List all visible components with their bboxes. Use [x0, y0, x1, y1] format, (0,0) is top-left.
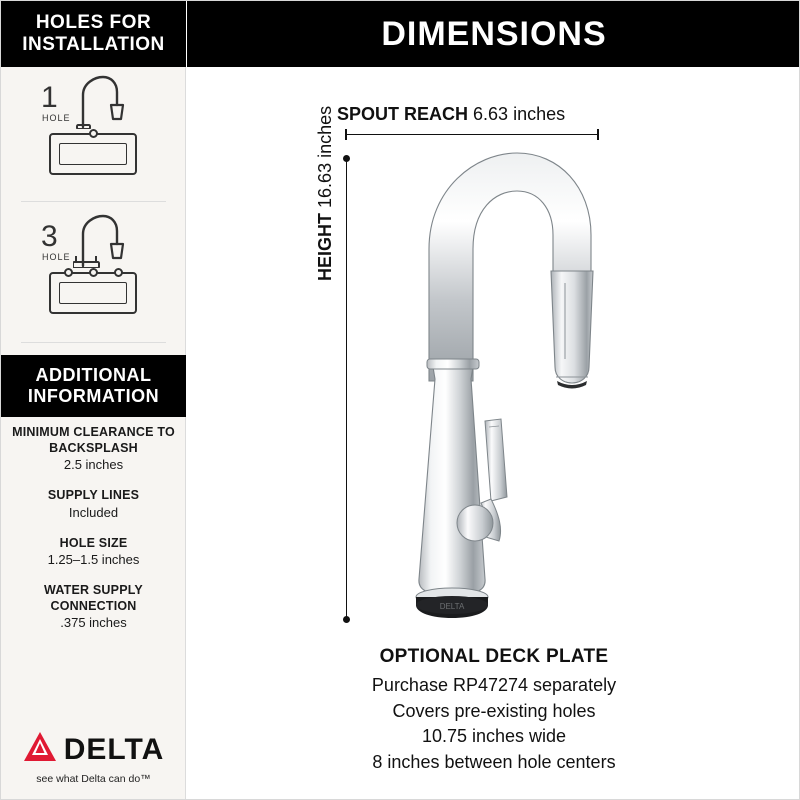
sink-hole	[64, 268, 73, 277]
hole-option-1-number: 1	[41, 81, 58, 114]
dimensions-title: DIMENSIONS	[187, 1, 800, 67]
faucet-product-illustration	[367, 131, 667, 636]
info-title: WATER SUPPLY CONNECTION	[44, 583, 143, 613]
dimension-end-cap	[345, 129, 347, 140]
additional-header-line-2: INFORMATION	[27, 386, 160, 406]
dimension-end-dot	[343, 155, 350, 162]
caption-line-2: Covers pre-existing holes	[392, 700, 596, 721]
sink-hole	[114, 268, 123, 277]
caption-title: OPTIONAL DECK PLATE	[379, 646, 609, 667]
height-label-text: HEIGHT	[315, 212, 335, 281]
divider	[21, 342, 166, 343]
main-panel	[187, 1, 800, 800]
svg-text:DELTA: DELTA	[439, 602, 465, 611]
info-title: SUPPLY LINES	[47, 488, 140, 503]
holes-header-line-1: HOLES FOR	[35, 12, 152, 34]
sink-hole	[89, 268, 98, 277]
info-value: 2.5 inches	[63, 457, 124, 473]
caption-line-4: 8 inches between hole centers	[372, 751, 616, 772]
info-value: Included	[68, 504, 119, 520]
height-value: 16.63 inches	[315, 105, 335, 208]
spout-reach-label	[337, 104, 565, 125]
sink-hole-row-1	[49, 127, 137, 139]
faucet-icon	[73, 212, 125, 273]
hole-options-list	[1, 67, 186, 345]
height-dimension-line	[346, 158, 347, 619]
faucet-icon	[73, 73, 125, 134]
dimension-end-dot	[343, 616, 350, 623]
sidebar	[1, 1, 186, 800]
delta-triangle-icon	[23, 730, 57, 769]
caption-line-1: Purchase RP47274 separately	[371, 675, 617, 695]
info-item-hole-size	[1, 536, 186, 570]
divider	[21, 201, 166, 202]
deck-plate-caption	[187, 646, 800, 775]
brand-logo	[1, 730, 186, 785]
info-value: 1.25–1.5 inches	[47, 552, 140, 568]
spout-reach-value: 6.63 inches	[473, 104, 566, 124]
additional-information-list	[1, 425, 186, 646]
additional-header-line-1: ADDITIONAL	[35, 365, 152, 386]
additional-information-header	[1, 355, 186, 417]
info-item-supply-lines	[1, 488, 186, 522]
sink-outline	[49, 272, 137, 314]
spout-reach-label-text: SPOUT REACH	[337, 104, 469, 124]
sink-basin	[59, 143, 127, 165]
info-item-minimum-clearance	[1, 425, 186, 474]
holes-header-line-2: INSTALLATION	[22, 34, 165, 55]
hole-option-3	[1, 206, 186, 345]
hole-option-3-word: HOLE	[42, 252, 71, 262]
info-value: .375 inches	[60, 615, 127, 631]
sink-outline	[49, 133, 137, 175]
info-item-water-supply-connection	[1, 583, 186, 632]
hole-option-1-word: HOLE	[42, 113, 71, 123]
sink-basin	[59, 282, 127, 304]
sink-hole-row-3	[49, 266, 137, 278]
sink-hole	[89, 129, 98, 138]
holes-for-installation-header	[1, 1, 186, 67]
caption-line-3: 10.75 inches wide	[421, 726, 567, 747]
info-title: MINIMUM CLEARANCE TO BACKSPLASH	[12, 425, 175, 455]
info-title: HOLE SIZE	[59, 535, 128, 550]
brand-name: DELTA	[63, 732, 165, 766]
hole-option-3-number: 3	[41, 220, 58, 253]
height-label	[315, 106, 336, 281]
brand-tagline: see what Delta can do™	[36, 773, 151, 785]
hole-option-1	[1, 67, 186, 206]
